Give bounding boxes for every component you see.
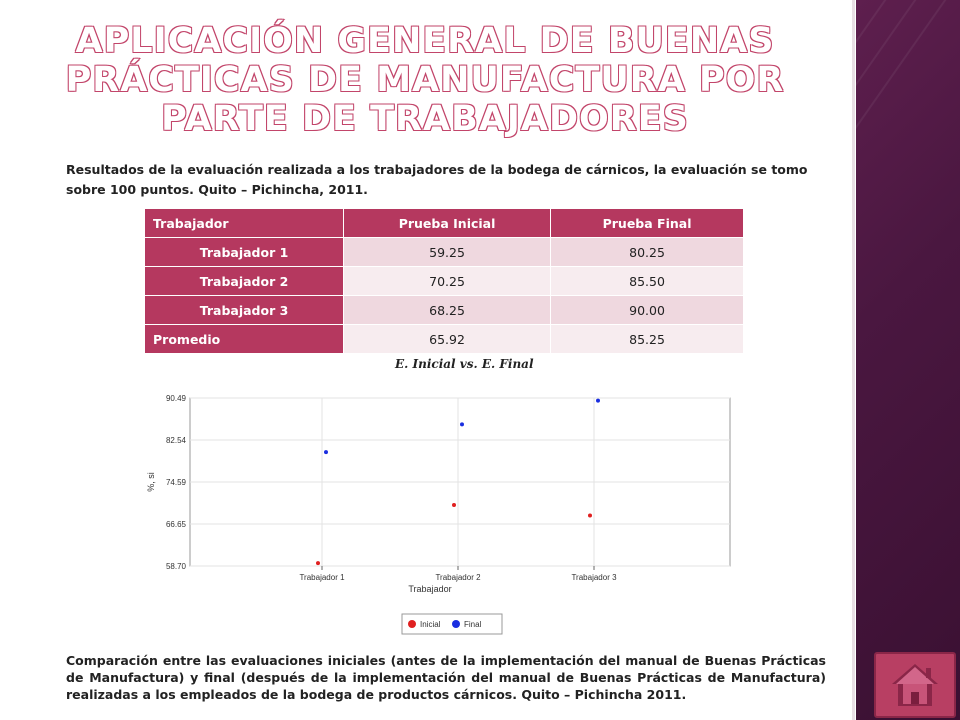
sidebar-edge (852, 0, 855, 720)
x-tick-label: Trabajador 1 (299, 573, 345, 582)
home-button[interactable] (874, 652, 956, 718)
table-row (145, 296, 744, 325)
closing-text: Comparación entre las evaluaciones iniciales (antes de la implementación del manual de Buenas Prácticas de Manufactura) y final (después de la implementación del manual de Buenas Prácticas de Manufactura) realizadas a los empleados de la bodega de productos cárnicos. Quito – Pichincha 2011. (66, 653, 826, 702)
results-table (144, 208, 744, 354)
y-tick-label: 66.65 (165, 519, 186, 529)
x-axis-label: Trabajador (408, 584, 452, 594)
table-row (145, 238, 744, 267)
y-tick-label: 82.54 (165, 436, 186, 446)
chart-title: E. Inicial vs. E. Final (395, 357, 534, 371)
data-point-inicial (452, 503, 456, 507)
row-name: Trabajador 3 (145, 296, 344, 325)
data-point-inicial (588, 514, 592, 518)
y-tick-label: 90.49 (165, 394, 186, 403)
legend-marker-final (452, 620, 460, 628)
legend-marker-inicial (408, 620, 416, 628)
row-name: Promedio (145, 325, 344, 354)
row-inicial: 68.25 (344, 296, 551, 325)
row-name: Trabajador 2 (145, 267, 344, 296)
data-point-final (596, 399, 600, 403)
row-inicial: 59.25 (344, 238, 551, 267)
row-final: 80.25 (551, 238, 744, 267)
header-prueba-final: Prueba Final (551, 209, 744, 238)
x-tick-label: Trabajador 3 (571, 573, 617, 582)
row-inicial: 70.25 (344, 267, 551, 296)
data-point-final (324, 450, 328, 454)
legend-entry-inicial: Inicial (420, 620, 441, 629)
table-row (145, 325, 744, 354)
intro-text: Resultados de la evaluación realizada a los trabajadores de la bodega de cárnicos, la evaluación se tomo sobre 100 puntos. Quito – Pichincha, 2011. (66, 162, 808, 197)
header-prueba-inicial: Prueba Inicial (344, 209, 551, 238)
row-final: 85.50 (551, 267, 744, 296)
data-point-inicial (316, 561, 320, 565)
row-final: 90.00 (551, 296, 744, 325)
row-name: Trabajador 1 (145, 238, 344, 267)
y-tick-label: 74.59 (165, 478, 186, 488)
slide-title: APLICACIÓN GENERAL DE BUENAS PRÁCTICAS DE MANUFACTURA POR PARTE DE TRABAJADORES (65, 21, 785, 139)
header-trabajador: Trabajador (145, 209, 344, 238)
legend-entry-final: Final (464, 620, 482, 629)
x-tick-label: Trabajador 2 (435, 573, 481, 582)
home-icon (876, 654, 954, 716)
table-row (145, 267, 744, 296)
y-tick-label: 58.70 (165, 562, 186, 571)
row-inicial: 65.92 (344, 325, 551, 354)
data-point-final (460, 422, 464, 426)
row-final: 85.25 (551, 325, 744, 354)
y-axis-label: %, si (146, 472, 156, 492)
table-header-row (145, 209, 744, 238)
decorative-sidebar (856, 0, 960, 720)
scatter-chart (140, 376, 740, 638)
